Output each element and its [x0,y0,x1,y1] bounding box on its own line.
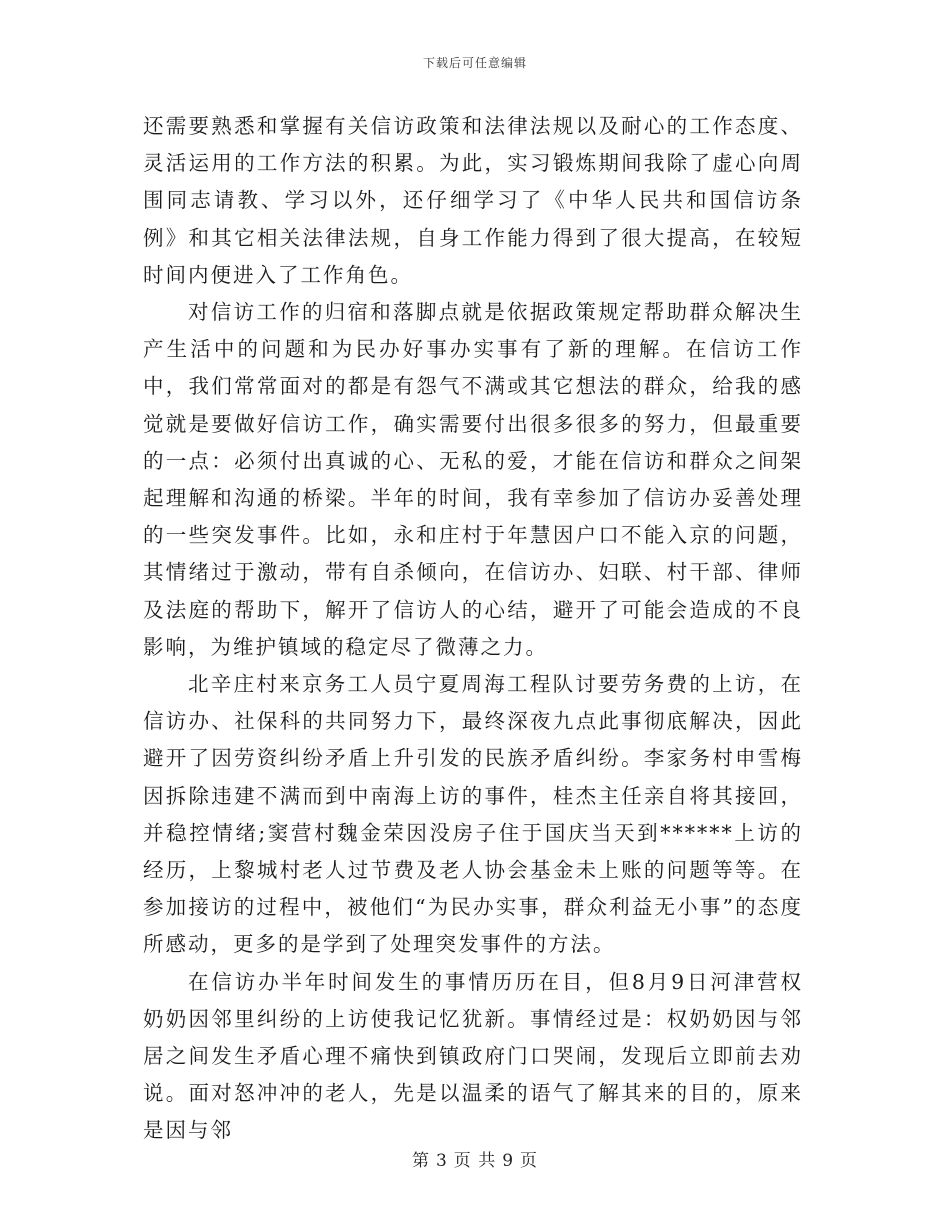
footer-suffix: 页 [520,1151,539,1171]
page-header [0,54,950,71]
footer-current-page: 3 [435,1151,448,1171]
paragraph-1: 还需要熟悉和掌握有关信访政策和法律法规以及耐心的工作态度、灵活运用的工作方法的积累。为此，实习锻炼期间我除了虚心向周围同志请教、学习以外，还仔细学习了《中华人民共和国信访条例》和其它相关法律法规，自身工作能力得到了很大提高，在较短时间内便进入了工作角色。 [143,114,803,287]
header-note: 下载后可任意编辑 [422,56,527,70]
footer-total-pages: 9 [502,1151,515,1171]
footer-prefix: 第 [411,1151,430,1171]
paragraph-3: 北辛庄村来京务工人员宁夏周海工程队讨要劳务费的上访，在信访办、社保科的共同努力下，最终深夜九点此事彻底解决，因此避开了因劳资纠纷矛盾上升引发的民族矛盾纠纷。李家务村申雪梅因拆除违建不满而到中南海上访的事件，桂杰主任亲自将其接回，并稳控情绪;窦营村魏金荣因没房子住于国庆当天到******上访的经历，上黎城村老人过节费及老人协会基金未上账的问题等等。在参加接访的过程中，被他们“为民办实事，群众利益无小事”的态度所感动，更多的是学到了处理突发事件的方法。 [143,672,803,957]
footer-middle: 页 共 [453,1151,497,1171]
paragraph-2: 对信访工作的归宿和落脚点就是依据政策规定帮助群众解决生产生活中的问题和为民办好事办实事有了新的理解。在信访工作中，我们常常面对的都是有怨气不满或其它想法的群众，给我的感觉就是要做好信访工作，确实需要付出很多很多的努力，但最重要的一点：必须付出真诚的心、无私的爱，才能在信访和群众之间架起理解和沟通的桥梁。半年的时间，我有幸参加了信访办妥善处理的一些突发事件。比如，永和庄村于年慧因户口不能入京的问题，其情绪过于激动，带有自杀倾向，在信访办、妇联、村干部、律师及法庭的帮助下，解开了信访人的心结，避开了可能会造成的不良影响，为维护镇域的稳定尽了微薄之力。 [143,300,803,659]
document-body [143,108,803,1150]
page-footer [0,1146,950,1171]
paragraph-4: 在信访办半年时间发生的事情历历在目，但8月9日河津营权奶奶因邻里纠纷的上访使我记忆犹新。事情经过是：权奶奶因与邻居之间发生矛盾心理不痛快到镇政府门口哭闹，发现后立即前去劝说。面对怒冲冲的老人，先是以温柔的语气了解其来的目的，原来是因与邻 [143,969,803,1143]
